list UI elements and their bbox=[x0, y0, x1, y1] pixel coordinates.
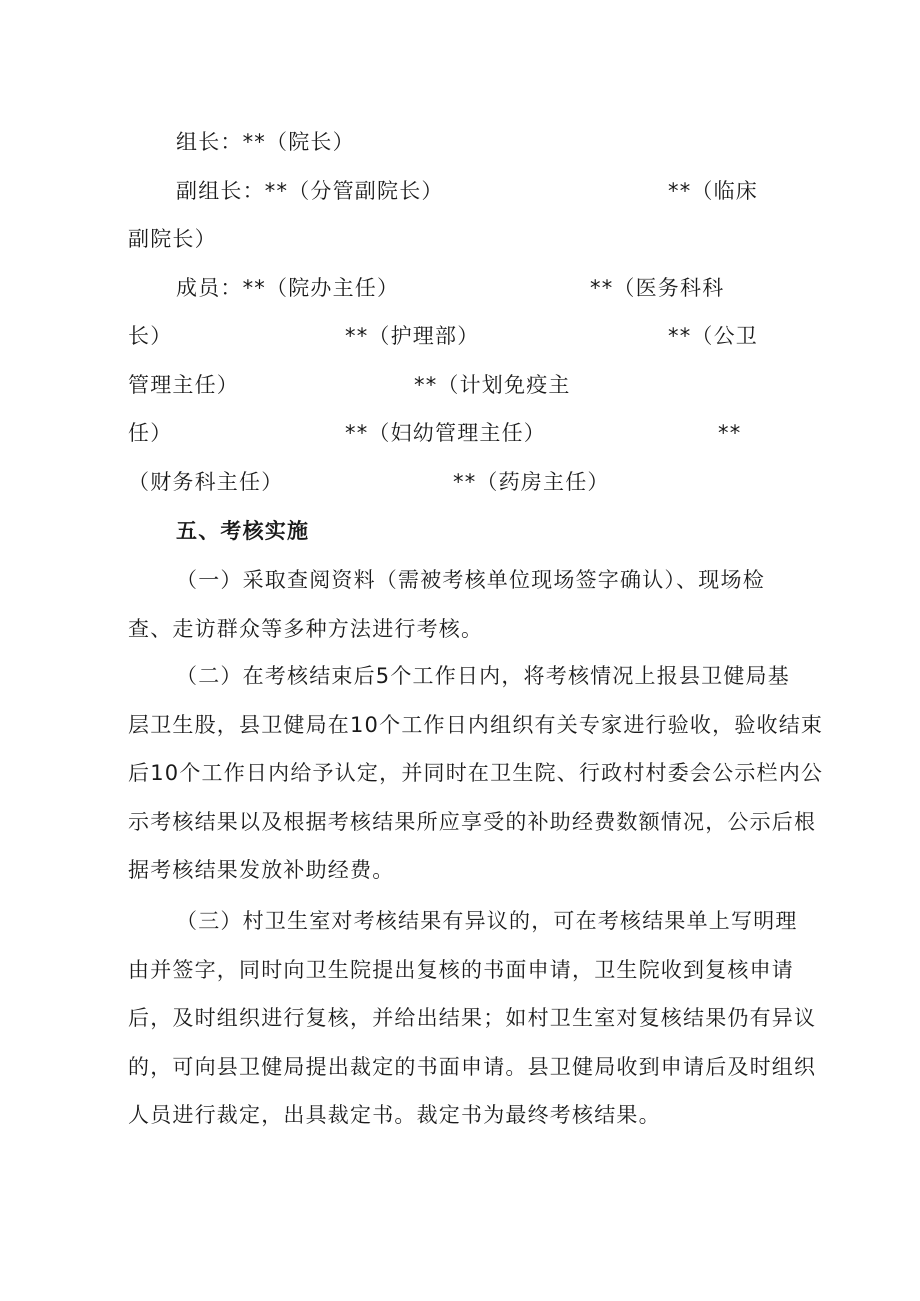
paragraph-line: 层卫生股，县卫健局在10个工作日内组织有关专家进行验收，验收结束 bbox=[128, 713, 824, 737]
member-line: 任） bbox=[128, 421, 173, 445]
paragraph-line: 据考核结果发放补助经费。 bbox=[128, 858, 395, 882]
deputy-leader-line: 副组长：**（分管副院长） bbox=[176, 179, 444, 203]
paragraph-line: 人员进行裁定，出具裁定书。裁定书为最终考核结果。 bbox=[128, 1103, 661, 1127]
paragraph-line: 后10个工作日内给予认定，并同时在卫生院、行政村村委会公示栏内公 bbox=[128, 761, 824, 785]
paragraph-line: （三）村卫生室对考核结果有异议的，可在考核结果单上写明理 bbox=[176, 909, 798, 933]
paragraph-line: （二）在考核结束后5个工作日内，将考核情况上报县卫健局基 bbox=[176, 664, 790, 688]
member-line: 长） bbox=[128, 324, 173, 348]
member-line: **（妇幼管理主任） bbox=[345, 421, 546, 445]
section-heading: 五、考核实施 bbox=[176, 519, 310, 543]
deputy-leader-line: **（临床 bbox=[668, 179, 758, 203]
leader-line: 组长：**（院长） bbox=[176, 130, 355, 154]
member-line: 成员：**（院办主任） bbox=[176, 276, 400, 300]
member-line: **（计划免疫主 bbox=[414, 373, 571, 397]
member-line: ** bbox=[718, 421, 742, 445]
paragraph-line: 查、走访群众等多种方法进行考核。 bbox=[128, 617, 484, 641]
member-line: **（药房主任） bbox=[453, 470, 610, 494]
paragraph-line: 由并签字，同时向卫生院提出复核的书面申请，卫生院收到复核申请 bbox=[128, 958, 794, 982]
member-line: 管理主任） bbox=[128, 373, 239, 397]
member-line: **（护理部） bbox=[345, 324, 480, 348]
paragraph-line: 后，及时组织进行复核，并给出结果；如村卫生室对复核结果仍有异议 bbox=[128, 1006, 817, 1030]
paragraph-line: 示考核结果以及根据考核结果所应享受的补助经费数额情况，公示后根 bbox=[128, 810, 817, 834]
member-line: **（医务科科 bbox=[590, 276, 725, 300]
member-line: **（公卫 bbox=[668, 324, 758, 348]
member-line: （财务科主任） bbox=[128, 470, 284, 494]
paragraph-line: 的，可向县卫健局提出裁定的书面申请。县卫健局收到申请后及时组织 bbox=[128, 1055, 817, 1079]
deputy-leader-line: 副院长） bbox=[128, 227, 217, 251]
paragraph-line: （一）采取查阅资料（需被考核单位现场签字确认）、现场检 bbox=[176, 568, 765, 592]
